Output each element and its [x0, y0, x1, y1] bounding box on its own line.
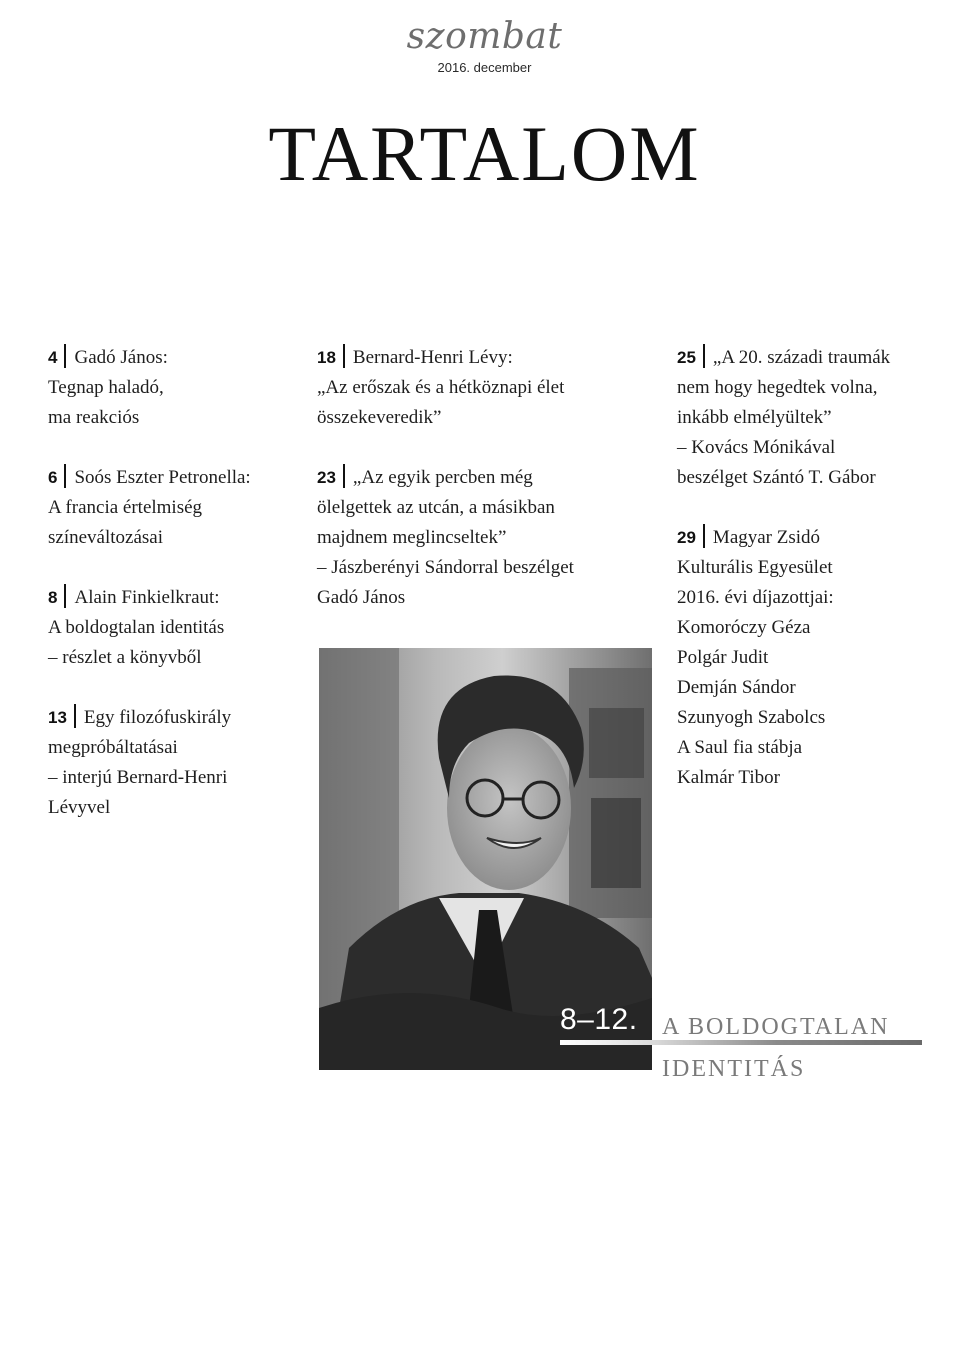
toc-entry [48, 343, 298, 433]
toc-entry-text: ma reakciós [48, 407, 140, 428]
toc-page-number: 6 [48, 468, 58, 487]
toc-page-number: 13 [48, 708, 67, 727]
issue-date: 2016. december [437, 60, 532, 75]
toc-entry-line [677, 643, 957, 673]
toc-entry-line [677, 763, 957, 793]
toc-entry-line [48, 703, 298, 733]
feature-title [662, 1006, 962, 1090]
toc-entry-text: Bernard-Henri Lévy: [352, 347, 513, 368]
toc-separator-bar [703, 344, 705, 368]
toc-separator-bar [64, 464, 66, 488]
toc-entry-line [677, 583, 957, 613]
toc-entry [677, 343, 957, 493]
toc-entry-text: – részlet a könyvből [48, 647, 202, 668]
toc-column-1 [48, 343, 298, 853]
toc-entry-line [677, 433, 957, 463]
toc-entry-line [48, 523, 298, 553]
toc-entry-line [48, 643, 298, 673]
toc-entry-line [317, 403, 637, 433]
toc-entry-text: Szunyogh Szabolcs [677, 707, 826, 728]
toc-entry-line [48, 733, 298, 763]
toc-entry-line [48, 493, 298, 523]
toc-page-number: 18 [317, 348, 336, 367]
toc-entry-text: Alain Finkielkraut: [74, 587, 220, 608]
toc-entry-text: Egy filozófuskirály [83, 707, 232, 728]
toc-entry-line [317, 493, 637, 523]
toc-separator-bar [64, 344, 66, 368]
toc-entry-line [317, 343, 637, 373]
toc-entry-line [48, 583, 298, 613]
toc-entry-text: ölelgettek az utcán, a másikban [317, 497, 555, 518]
feature-title-line-1: A BOLDOGTALAN [662, 1014, 890, 1040]
toc-separator-bar [74, 704, 76, 728]
toc-entry-line [677, 703, 957, 733]
toc-entry-line [677, 733, 957, 763]
toc-entry-text: Kulturális Egyesület [677, 557, 833, 578]
toc-entry-line [677, 523, 957, 553]
toc-entry-text: összekeveredik” [317, 407, 442, 428]
toc-entry-line [48, 343, 298, 373]
toc-entry-text: Gadó János [317, 587, 406, 608]
masthead [0, 16, 969, 76]
toc-entry-text: Soós Eszter Petronella: [74, 467, 251, 488]
magazine-logo: szombat [406, 16, 563, 57]
toc-entry-text: Kalmár Tibor [677, 767, 780, 788]
toc-entry-text: megpróbáltatásai [48, 737, 178, 758]
toc-entry-line [677, 373, 957, 403]
toc-entry-text: 2016. évi díjazottjai: [677, 587, 834, 608]
toc-entry [48, 583, 298, 673]
toc-entry-text: A Saul fia stábja [677, 737, 803, 758]
toc-entry-text: Demján Sándor [677, 677, 796, 698]
toc-entry-text: – interjú Bernard-Henri [48, 767, 228, 788]
toc-entry-line [317, 553, 637, 583]
toc-entry-text: – Kovács Mónikával [677, 437, 836, 458]
toc-column-3 [677, 343, 957, 823]
toc-entry [677, 523, 957, 793]
page-title: TARTALOM [268, 110, 701, 197]
toc-entry-line [317, 463, 637, 493]
toc-entry-text: – Jászberényi Sándorral beszélget [317, 557, 574, 578]
toc-entry-line [48, 403, 298, 433]
toc-page-number: 8 [48, 588, 58, 607]
toc-entry-line [317, 373, 637, 403]
toc-entry-line [677, 463, 957, 493]
toc-entry [48, 463, 298, 553]
toc-entry-text: A boldogtalan identitás [48, 617, 225, 638]
toc-separator-bar [343, 464, 345, 488]
toc-entry-text: Magyar Zsidó [712, 527, 821, 548]
toc-entry-text: beszélget Szántó T. Gábor [677, 467, 876, 488]
toc-entry-text: inkább elmélyültek” [677, 407, 832, 428]
toc-column-2 [317, 343, 637, 643]
toc-entry-text: Polgár Judit [677, 647, 769, 668]
toc-separator-bar [703, 524, 705, 548]
toc-entry-line [677, 673, 957, 703]
toc-entry-line [48, 613, 298, 643]
toc-entry-line [677, 343, 957, 373]
toc-entry-text: Gadó János: [74, 347, 168, 368]
toc-page-number: 25 [677, 348, 696, 367]
toc-entry-line [317, 583, 637, 613]
toc-entry-line [677, 403, 957, 433]
toc-entry-text: „A 20. századi traumák [712, 347, 891, 368]
toc-entry-text: Komoróczy Géza [677, 617, 811, 638]
toc-page-number: 29 [677, 528, 696, 547]
feature-page-range: 8–12. [560, 1003, 638, 1036]
toc-entry-text: Tegnap haladó, [48, 377, 164, 398]
toc-page-number: 4 [48, 348, 58, 367]
toc-entry-text: majdnem meglincseltek” [317, 527, 507, 548]
feature-title-line-2: IDENTITÁS [662, 1056, 806, 1082]
toc-entry [317, 463, 637, 613]
toc-entry-line [317, 523, 637, 553]
toc-entry-line [677, 553, 957, 583]
toc-entry-text: színeváltozásai [48, 527, 164, 548]
toc-entry-line [677, 613, 957, 643]
toc-entry-text: nem hogy hegedtek volna, [677, 377, 878, 398]
toc-entry-line [48, 763, 298, 793]
toc-entry-line [48, 463, 298, 493]
toc-separator-bar [64, 584, 66, 608]
toc-entry-text: „Az erőszak és a hétköznapi élet [317, 377, 565, 398]
toc-entry-line [48, 793, 298, 823]
toc-entry [48, 703, 298, 823]
toc-page-number: 23 [317, 468, 336, 487]
toc-entry-line [48, 373, 298, 403]
toc-entry [317, 343, 637, 433]
toc-separator-bar [343, 344, 345, 368]
toc-entry-text: „Az egyik percben még [352, 467, 533, 488]
toc-entry-text: Lévyvel [48, 797, 111, 818]
toc-entry-text: A francia értelmiség [48, 497, 203, 518]
